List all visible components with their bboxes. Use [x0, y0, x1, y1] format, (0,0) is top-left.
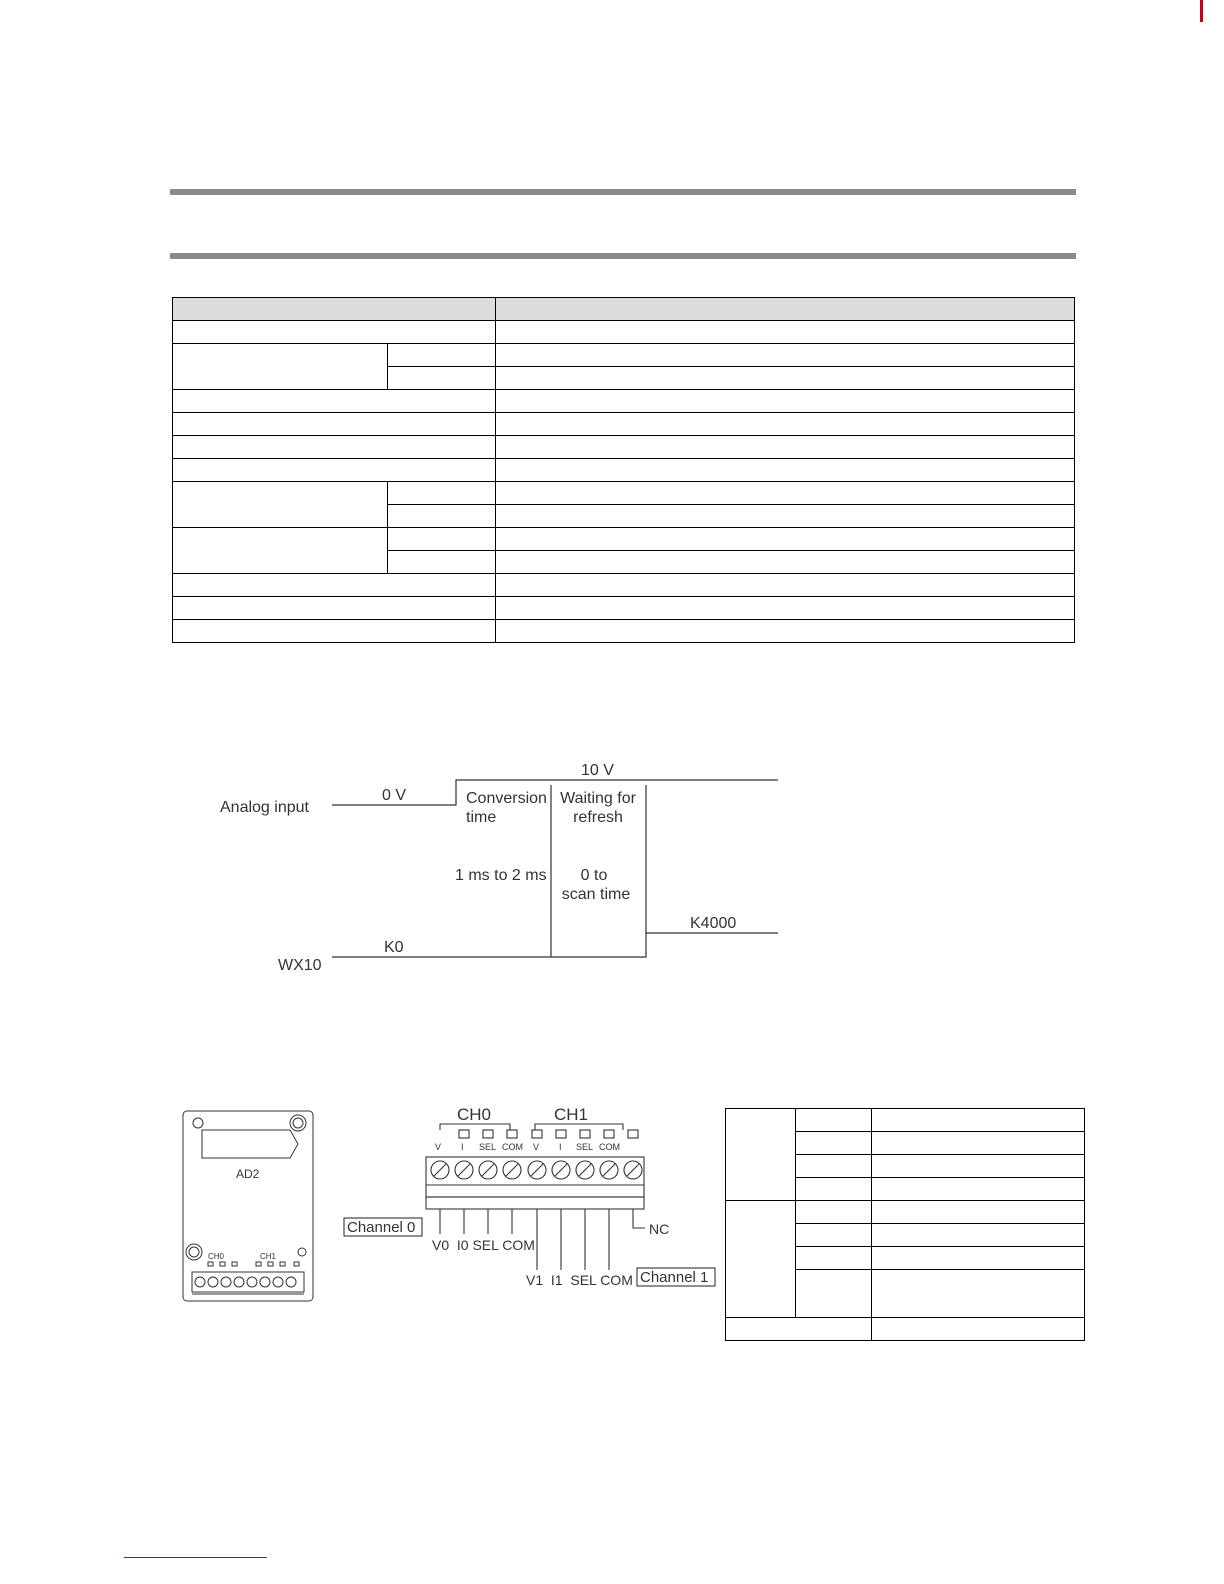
table-cell	[496, 505, 1075, 528]
footer-link-underline	[124, 1557, 267, 1558]
table-cell	[872, 1155, 1085, 1178]
table-row	[173, 597, 1075, 620]
table-cell	[872, 1178, 1085, 1201]
table-row	[173, 344, 1075, 367]
initial-value-label: K0	[384, 939, 404, 956]
table-cell	[872, 1247, 1085, 1270]
table-cell	[388, 551, 496, 574]
table-header-row	[173, 298, 1075, 321]
table-cell	[796, 1247, 872, 1270]
table-cell	[496, 459, 1075, 482]
waiting-label: refresh	[573, 809, 623, 826]
table-cell	[173, 620, 496, 643]
table-cell	[388, 367, 496, 390]
table-cell	[872, 1318, 1085, 1341]
table-cell	[796, 1201, 872, 1224]
table-row	[173, 390, 1075, 413]
analog-input-label: Analog input	[220, 799, 309, 816]
ch0-pin-labels: V0 I0 SEL COM	[432, 1237, 535, 1253]
led-indicator-icon	[208, 1262, 299, 1266]
table-cell	[872, 1109, 1085, 1132]
terminal-assignment-table	[725, 1108, 1085, 1341]
table-row	[173, 528, 1075, 551]
table-cell	[173, 459, 496, 482]
table-cell	[496, 597, 1075, 620]
table-cell	[872, 1270, 1085, 1318]
final-value-label: K4000	[690, 915, 737, 932]
terminal-top-label: COM	[502, 1142, 523, 1152]
mount-hole-icon	[186, 1244, 202, 1260]
table-cell	[388, 528, 496, 551]
terminal-top-label: COM	[599, 1142, 620, 1152]
module-drawing	[180, 1108, 320, 1304]
table-row	[726, 1318, 1085, 1341]
terminal-top-label: V	[435, 1142, 442, 1152]
table-cell	[796, 1224, 872, 1247]
terminal-top-label: SEL	[576, 1142, 594, 1152]
table-cell	[173, 321, 496, 344]
table-cell	[872, 1201, 1085, 1224]
table-row	[173, 574, 1075, 597]
low-level-label: 0 V	[382, 787, 407, 804]
table-cell	[796, 1155, 872, 1178]
table-header-cell	[173, 298, 496, 321]
table-row	[173, 321, 1075, 344]
table-cell	[496, 551, 1075, 574]
terminal-block	[192, 1272, 304, 1292]
waiting-duration: scan time	[561, 886, 631, 903]
table-cell	[496, 436, 1075, 459]
module-ch0-label: CH0	[208, 1252, 225, 1261]
table-cell	[726, 1318, 872, 1341]
conversion-label: Conversion	[466, 790, 547, 807]
table-cell	[872, 1132, 1085, 1155]
table-cell	[796, 1132, 872, 1155]
terminal-diagram	[340, 1100, 720, 1300]
terminal-top-label: I	[559, 1142, 562, 1152]
high-level-label: 10 V	[581, 762, 614, 779]
table-cell	[496, 528, 1075, 551]
table-cell	[496, 482, 1075, 505]
table-cell	[173, 390, 496, 413]
table-cell	[796, 1109, 872, 1132]
table-cell	[796, 1178, 872, 1201]
table-cell	[173, 436, 496, 459]
terminal-top-label: SEL	[479, 1142, 497, 1152]
ch0-bracket	[440, 1124, 510, 1130]
table-cell	[173, 597, 496, 620]
terminal-ch1-header: CH1	[554, 1105, 589, 1124]
table-cell	[496, 344, 1075, 367]
waiting-label: Waiting for	[560, 790, 636, 807]
section-rule-top	[170, 189, 1076, 195]
table-row	[173, 482, 1075, 505]
table-row	[173, 620, 1075, 643]
label-plate	[202, 1130, 298, 1158]
table-cell	[726, 1109, 796, 1201]
mount-hole-icon	[298, 1248, 306, 1256]
table-row	[173, 413, 1075, 436]
table-cell	[496, 390, 1075, 413]
table-row	[173, 436, 1075, 459]
table-cell	[173, 574, 496, 597]
conversion-duration: 1 ms to 2 ms	[455, 867, 547, 884]
waiting-duration: 0 to	[580, 867, 608, 884]
terminal-top-label: I	[461, 1142, 464, 1152]
terminal-screw-icon	[431, 1161, 642, 1179]
section-rule-bottom	[170, 253, 1076, 259]
nc-label: NC	[649, 1221, 670, 1237]
table-cell	[388, 505, 496, 528]
table-cell	[496, 574, 1075, 597]
table-row	[726, 1201, 1085, 1224]
table-cell	[388, 344, 496, 367]
led-indicator-icon	[459, 1130, 638, 1138]
table-cell	[496, 321, 1075, 344]
terminal-top-label: V	[533, 1142, 540, 1152]
table-header-cell	[496, 298, 1075, 321]
table-cell	[173, 528, 388, 574]
table-row	[173, 459, 1075, 482]
table-cell	[173, 482, 388, 528]
table-cell	[872, 1224, 1085, 1247]
register-label: WX10	[278, 957, 322, 974]
module-name: AD2	[236, 1167, 260, 1181]
terminal-screw-icon	[195, 1277, 296, 1287]
ch1-bracket	[535, 1124, 623, 1130]
table-row	[726, 1109, 1085, 1132]
table-cell	[726, 1201, 796, 1318]
terminal-ch0-header: CH0	[457, 1105, 492, 1124]
table-cell	[496, 620, 1075, 643]
table-cell	[496, 367, 1075, 390]
module-ch1-label: CH1	[260, 1252, 277, 1261]
mount-hole-icon	[290, 1115, 306, 1131]
table-cell	[388, 482, 496, 505]
ch1-pin-labels: V1 I1 SEL COM	[526, 1272, 633, 1288]
channel0-tag: Channel 0	[347, 1219, 416, 1236]
table-cell	[173, 344, 388, 390]
table-cell	[796, 1270, 872, 1318]
table-cell	[173, 413, 496, 436]
page-edge-mark	[1200, 0, 1203, 22]
timing-diagram	[210, 750, 790, 980]
conversion-label: time	[466, 809, 497, 826]
channel1-tag: Channel 1	[640, 1269, 709, 1286]
table-cell	[496, 413, 1075, 436]
mount-hole-icon	[193, 1118, 203, 1128]
specification-table	[172, 297, 1075, 643]
